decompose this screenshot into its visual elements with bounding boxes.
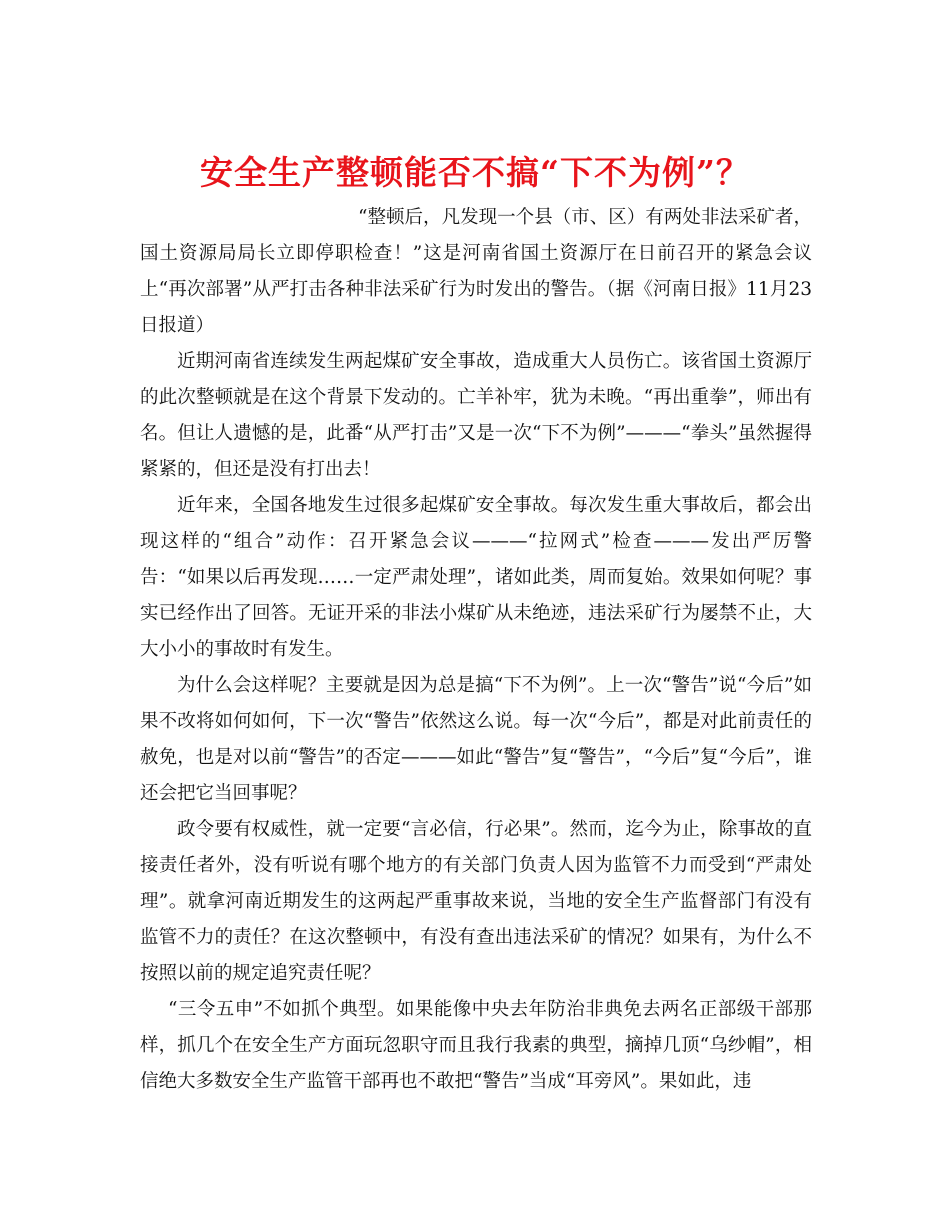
paragraph-background: 近期河南省连续发生两起煤矿安全事故，造成重大人员伤亡。该省国土资源厅的此次整顿就是在这个背景下发动的。亡羊补牢，犹为未晚。“再出重拳”，师出有名。但让人遗憾的是，此番“从严打击”又是一次“下不为例”———“拳头”虽然握得紧紧的，但还是没有打出去！	[140, 351, 812, 480]
paragraph-pattern: 近年来，全国各地发生过很多起煤矿安全事故。每次发生重大事故后，都会出现这样的“组合”动作：召开紧急会议———“拉网式”检查———发出严厉警告：“如果以后再发现……一定严肃处理”，诸如此类，周而复始。效果如何呢？事实已经作出了回答。无证开采的非法小煤矿从未绝迹，违法采矿行为屡禁不止，大大小小的事故时有发生。	[140, 495, 812, 660]
paragraph-lead: “整顿后，凡发现一个县（市、区）有两处非法采矿者，国土资源局局长立即停职检查！”这是河南省国土资源厅在日前召开的紧急会议上“再次部署”从严打击各种非法采矿行为时发出的警告。（据《河南日报》11月23日报道）	[140, 207, 812, 336]
page-title: 安全生产整顿能否不搞“下不为例”？	[200, 153, 750, 193]
paragraph-authority: 政令要有权威性，就一定要“言必信，行必果”。然而，迄今为止，除事故的直接责任者外，没有听说有哪个地方的有关部门负责人因为监管不力而受到“严肃处理”。就拿河南近期发生的这两起严重事故来说，当地的安全生产监督部门有没有监管不力的责任？在这次整顿中，有没有查出违法采矿的情况？如果有，为什么不按照以前的规定追究责任呢？	[140, 819, 812, 984]
article-body	[140, 200, 812, 1100]
paragraph-example: “三令五申”不如抓个典型。如果能像中央去年防治非典免去两名正部级干部那样，抓几个在安全生产方面玩忽职守而且我行我素的典型，摘掉几顶“乌纱帽”，相信绝大多数安全生产监管干部再也不敢把“警告”当成“耳旁风”。果如此，违	[140, 999, 812, 1092]
paragraph-reason: 为什么会这样呢？主要就是因为总是搞“下不为例”。上一次“警告”说“今后”如果不改将如何如何，下一次“警告”依然这么说。每一次“今后”，都是对此前责任的赦免，也是对以前“警告”的否定———如此“警告”复“警告”，“今后”复“今后”，谁还会把它当回事呢？	[140, 675, 812, 804]
